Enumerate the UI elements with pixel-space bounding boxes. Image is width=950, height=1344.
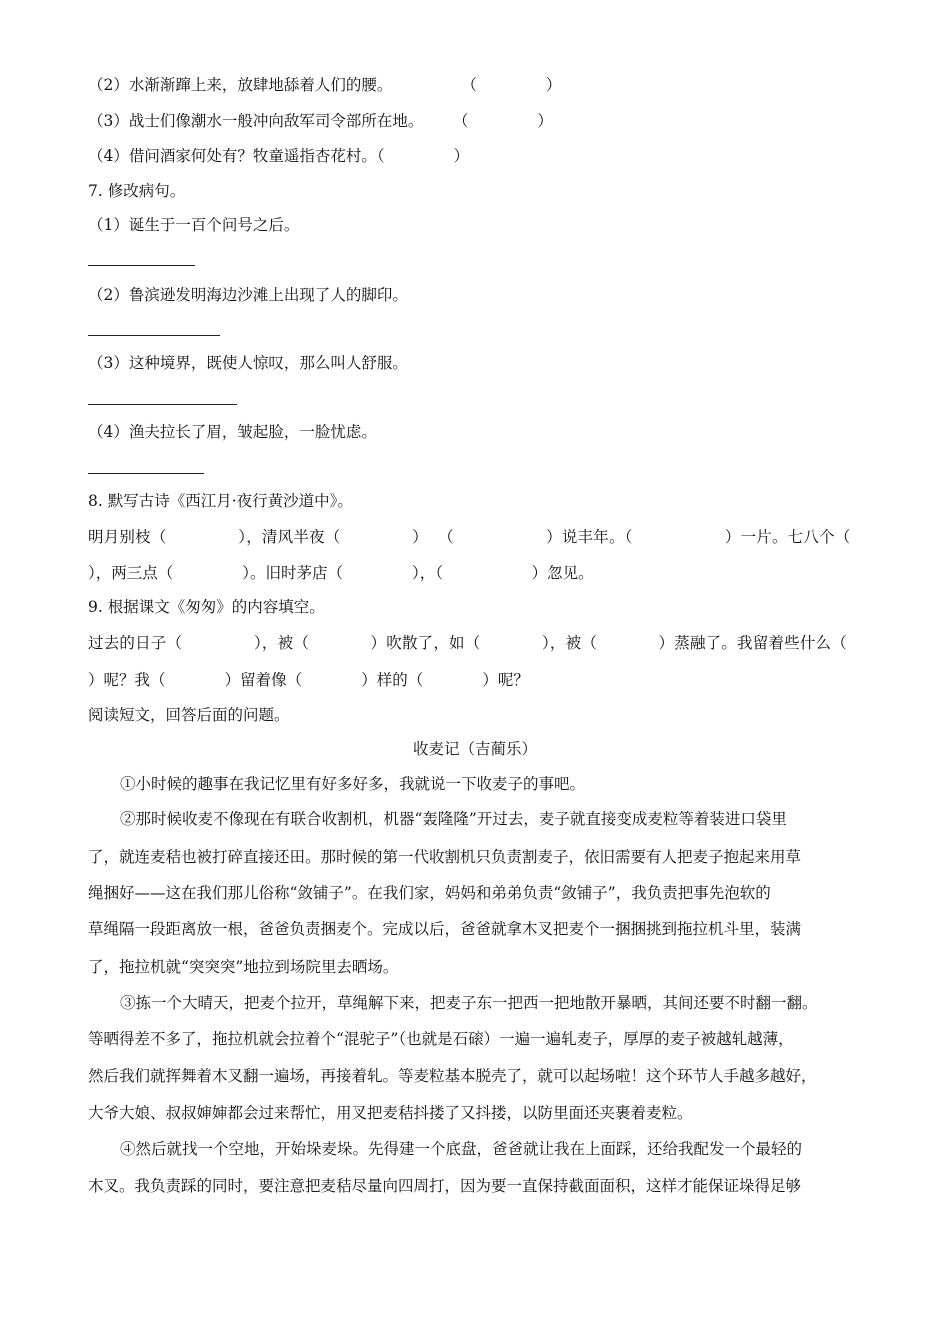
passage-line-8: 等晒得差不多了，拖拉机就会拉着个“混驼子”（也就是石磙）一遍一遍轧麦子，厚厚的麦子被越轧越薄， xyxy=(88,1030,794,1048)
q8-line-2: ），两三点（ ）。旧时茅店（ ），（ ）忽见。 xyxy=(88,564,594,582)
passage-line-1: ①小时候的趣事在我记忆里有好多好多，我就说一下收麦子的事吧。 xyxy=(120,775,586,793)
passage-line-11: ④然后就找一个空地，开始垛麦垛。先得建一个底盘，爸爸就让我在上面踩，还给我配发一个最轻的 xyxy=(120,1140,803,1158)
q7-answer-line-3[interactable] xyxy=(88,404,237,405)
q8-heading: 8. 默写古诗《西江月·夜行黄沙道中》。 xyxy=(88,492,353,510)
passage-line-9: 然后我们就挥舞着木叉翻一遍场，再接着轧。等麦粒基本脱壳了，就可以起场啦！这个环节人手越多越好， xyxy=(88,1067,817,1085)
q9-line-1: 过去的日子（ ），被（ ）吹散了，如（ ），被（ ）蒸融了。我留着些什么（ xyxy=(88,634,847,652)
q9-line-2: ）呢？我（ ）留着像（ ）样的（ ）呢？ xyxy=(88,671,529,689)
passage-line-4: 绳捆好——这在我们那儿俗称“敛铺子”。在我们家，妈妈和弟弟负责“敛铺子”，我负责把事先泡软的 xyxy=(88,884,771,902)
q7-item-2: （2）鲁滨逊发明海边沙滩上出现了人的脚印。 xyxy=(88,286,408,304)
q6-item-2: （2）水渐渐蹿上来，放肆地舔着人们的腰。 （ ） xyxy=(88,76,562,94)
reading-intro: 阅读短文，回答后面的问题。 xyxy=(88,706,290,724)
passage-line-12: 木叉。我负责踩的同时，要注意把麦秸尽量向四周打，因为要一直保持截面面积，这样才能保证垛得足够 xyxy=(88,1177,802,1195)
q9-heading: 9. 根据课文《匆匆》的内容填空。 xyxy=(88,598,325,616)
q7-item-1: （1）诞生于一百个问号之后。 xyxy=(88,216,300,234)
passage-line-5: 草绳隔一段距离放一根，爸爸负责捆麦个。完成以后，爸爸就拿木叉把麦个一捆捆挑到拖拉机斗里，装满 xyxy=(88,920,802,938)
q7-heading: 7. 修改病句。 xyxy=(88,182,186,200)
passage-title: 收麦记（吉蔺乐） xyxy=(412,740,537,758)
passage-line-2: ②那时候收麦不像现在有联合收割机，机器“轰隆隆”开过去，麦子就直接变成麦粒等着装进口袋里 xyxy=(120,810,787,828)
passage-line-3: 了，就连麦秸也被打碎直接还田。那时候的第一代收割机只负责割麦子，依旧需要有人把麦子抱起来用草 xyxy=(88,848,802,866)
q7-answer-line-1[interactable] xyxy=(88,265,195,266)
q6-item-3: （3）战士们像潮水一般冲向敌军司令部所在地。 （ ） xyxy=(88,112,553,130)
passage-line-6: 了，拖拉机就“突突突”地拉到场院里去晒场。 xyxy=(88,958,399,976)
passage-line-10: 大爷大娘、叔叔婶婶都会过来帮忙，用叉把麦秸抖搂了又抖搂，以防里面还夹裹着麦粒。 xyxy=(88,1104,693,1122)
q6-item-4: （4）借问酒家何处有？牧童遥指杏花村。（ ） xyxy=(88,147,470,165)
q8-line-1: 明月别枝（ ），清风半夜（ ） （ ）说丰年。（ ）一片。七八个（ xyxy=(88,528,851,546)
q7-answer-line-4[interactable] xyxy=(88,473,204,474)
q7-item-3: （3）这种境界，既使人惊叹，那么叫人舒服。 xyxy=(88,354,408,372)
passage-line-7: ③拣一个大晴天，把麦个拉开，草绳解下来，把麦子东一把西一把地散开暴晒，其间还要不时翻一翻。 xyxy=(120,994,818,1012)
q7-answer-line-2[interactable] xyxy=(88,335,220,336)
q7-item-4: （4）渔夫拉长了眉，皱起脸，一脸忧虑。 xyxy=(88,423,377,441)
